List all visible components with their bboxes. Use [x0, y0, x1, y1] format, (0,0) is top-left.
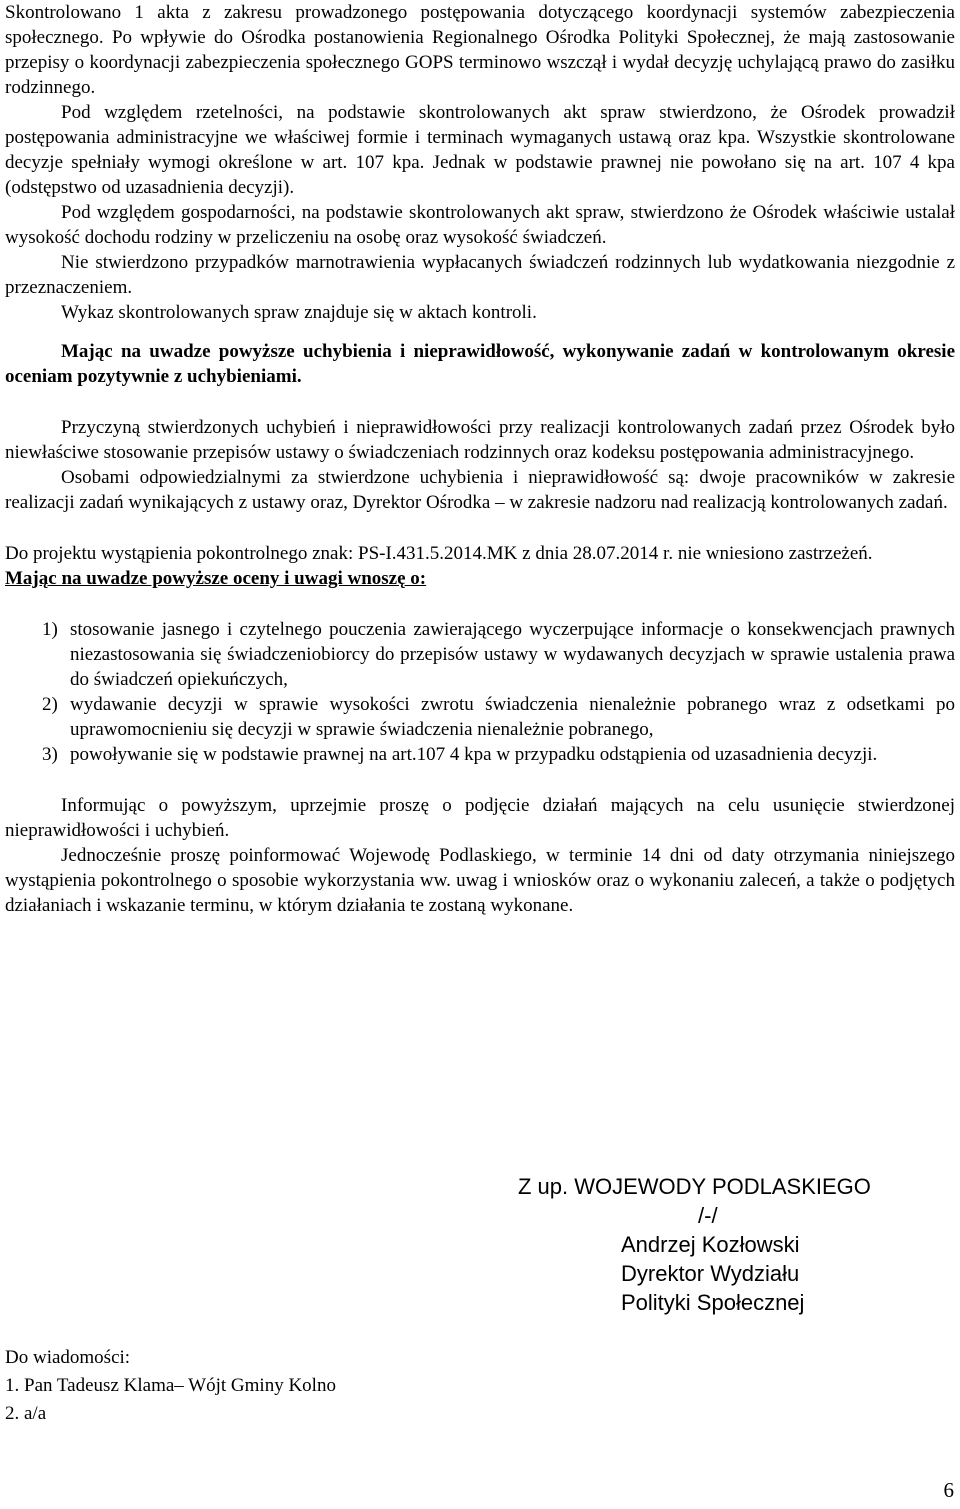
signature-department: Polityki Społecznej — [621, 1290, 805, 1315]
paragraph-informing: Informując o powyższym, uprzejmie proszę o podjęcie działań mających na celu usunięcie stwierdzonej nieprawidłowości i uchybień. — [5, 795, 955, 841]
page-number: 6 — [943, 1478, 954, 1502]
signature-authority: Z up. WOJEWODY PODLASKIEGO — [518, 1174, 871, 1199]
list-item — [5, 742, 955, 767]
requests-heading: Mając na uwadze powyższe oceny i uwagi wnoszę o: — [5, 568, 427, 589]
list-item-text: wydawanie decyzji w sprawie wysokości zwrotu świadczenia nienależnie pobranego wraz z odsetkami po uprawomocnieniu się decyzji w sprawie świadczenia nienależnie pobranego, — [70, 694, 955, 740]
document-page — [5, 0, 955, 918]
list-item-number: 2) — [42, 694, 58, 715]
paragraph-case-list: Wykaz skontrolowanych spraw znajduje się w aktach kontroli. — [61, 302, 537, 323]
distribution-heading: Do wiadomości: — [5, 1347, 131, 1368]
distribution-item: 1. Pan Tadeusz Klama– Wójt Gminy Kolno — [5, 1375, 336, 1396]
paragraph-no-waste: Nie stwierdzono przypadków marnotrawienia wypłacanych świadczeń rodzinnych lub wydatkowania niezgodnie z przeznaczeniem. — [5, 252, 955, 298]
paragraph-reliability: Pod względem rzetelności, na podstawie skontrolowanych akt spraw stwierdzono, że Ośrodek prowadził postępowania administracyjne we właściwej formie i terminach wymaganych ustawą oraz kpa. Wszystkie skontrolowane decyzje spełniały wymogi określone w art. 107 kpa. Jednak w podstawie prawnej nie powołano się na art. 107 4 kpa (odstępstwo od uzasadnienia decyzji). — [5, 102, 955, 198]
distribution-list — [5, 1344, 336, 1428]
list-item-text: stosowanie jasnego i czytelnego pouczenia zawierającego wyczerpujące informacje o konsekwencjach prawnych niezastosowania się świadczeniobiorcy do przepisów ustawy w wydawanych decyzjach w sprawie ustalenia prawa do świadczeń opiekuńczych, — [70, 619, 955, 690]
signature-title: Dyrektor Wydziału — [621, 1261, 800, 1286]
paragraph-economy: Pod względem gospodarności, na podstawie skontrolowanych akt spraw, stwierdzono że Ośrodek właściwie ustalał wysokość dochodu rodziny w przeliczeniu na osobę oraz wysokość świadczeń. — [5, 202, 955, 248]
signature-block — [518, 1172, 938, 1317]
paragraph-coordination: Skontrolowano 1 akta z zakresu prowadzonego postępowania dotyczącego koordynacji systemów zabezpieczenia społecznego. Po wpływie do Ośrodka postanowienia Regionalnego Ośrodka Polityki Społecznej, że mają zastosowanie przepisy o koordynacji zabezpieczenia społecznego GOPS terminowo wszczął i wydał decyzję uchylającą prawo do zasiłku rodzinnego. — [5, 2, 955, 98]
list-item-text: powoływanie się w podstawie prawnej na art.107 4 kpa w przypadku odstąpienia od uzasadnienia decyzji. — [70, 744, 878, 765]
paragraph-request-report: Jednocześnie proszę poinformować Wojewodę Podlaskiego, w terminie 14 dni od daty otrzymania niniejszego wystąpienia pokontrolnego o sposobie wykorzystania ww. uwag i wniosków oraz o wykonaniu zaleceń, a także o podjętych działaniach i wskazanie terminu, w którym działania te zostaną wykonane. — [5, 845, 955, 916]
paragraph-cause: Przyczyną stwierdzonych uchybień i nieprawidłowości przy realizacji kontrolowanych zadań przez Ośrodek było niewłaściwe stosowanie przepisów ustawy o świadczeniach rodzinnych oraz kodeksu postępowania administracyjnego. — [5, 417, 955, 463]
assessment-statement: Mając na uwadze powyższe uchybienia i nieprawidłowość, wykonywanie zadań w kontrolowanym okresie oceniam pozytywnie z uchybieniami. — [5, 341, 955, 387]
list-item-number: 3) — [42, 744, 58, 765]
requests-list — [5, 617, 955, 767]
signature-mark: /-/ — [698, 1203, 718, 1228]
paragraph-project-note: Do projektu wystąpienia pokontrolnego znak: PS-I.431.5.2014.MK z dnia 28.07.2014 r. nie wniesiono zastrzeżeń. — [5, 543, 873, 564]
list-item-number: 1) — [42, 619, 58, 640]
list-item — [5, 692, 955, 742]
list-item — [5, 617, 955, 692]
paragraph-responsible: Osobami odpowiedzialnymi za stwierdzone uchybienia i nieprawidłowość są: dwoje pracowników w zakresie realizacji zadań wynikających z ustawy oraz, Dyrektor Ośrodka – w zakresie nadzoru nad realizacją kontrolowanych zadań. — [5, 467, 955, 513]
signature-name: Andrzej Kozłowski — [621, 1232, 800, 1257]
distribution-item: 2. a/a — [5, 1403, 47, 1424]
